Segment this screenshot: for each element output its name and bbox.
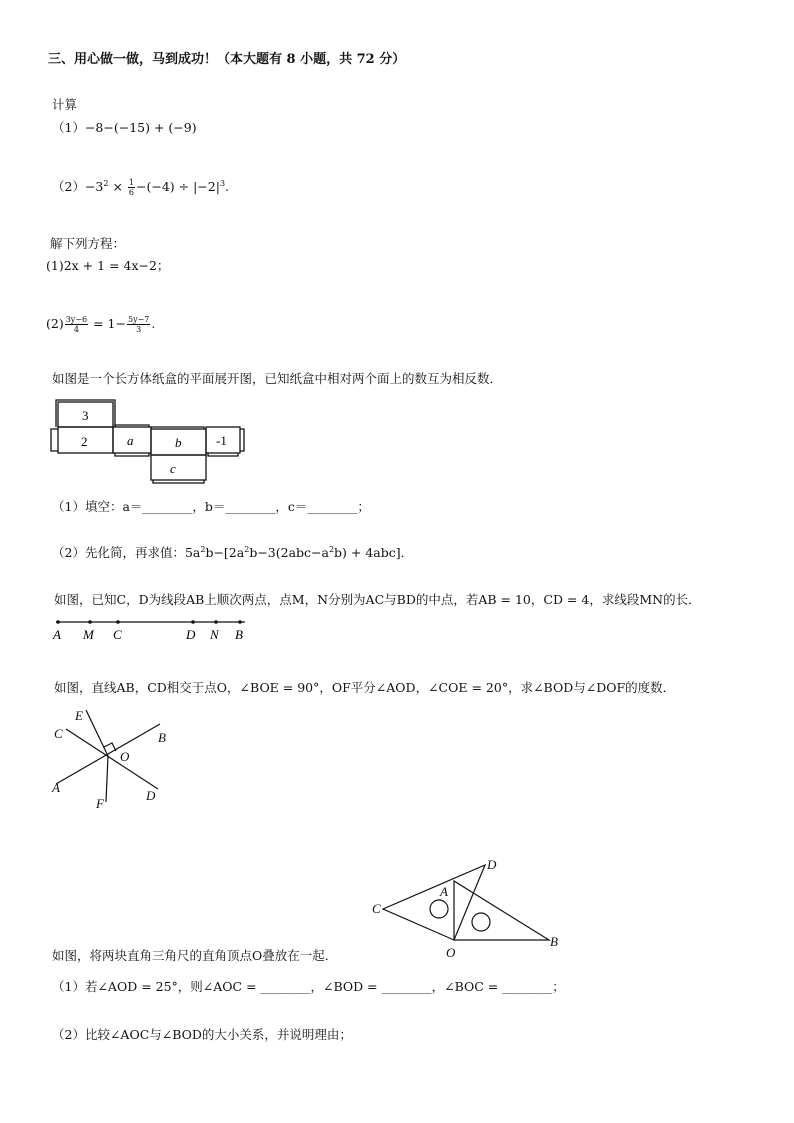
label-A: A — [53, 627, 61, 642]
triangle-COD — [383, 865, 485, 940]
label-B: B — [158, 730, 166, 745]
point-B — [238, 620, 242, 624]
q2-part2: (2) $\frac{3y-6}{4}$ = 1− $\frac{5y-7}{3}$ . — [46, 315, 156, 334]
fraction-right: $\frac{5y-7}{3}$ — [127, 315, 150, 334]
fraction-one-sixth: $\frac{1}{6}$ — [128, 178, 134, 197]
label-E: E — [75, 708, 83, 723]
label-D: D — [186, 627, 196, 642]
q1-heading: 计算 — [52, 97, 78, 112]
label-O: O — [120, 749, 130, 764]
net-label-3: 3 — [82, 408, 89, 423]
label-A: A — [52, 780, 60, 795]
section-title: 三、用心做一做，马到成功！（本大题有 8 小题，共 72 分） — [48, 52, 406, 67]
triangle-AOB — [454, 881, 549, 940]
q2-part1: (1)2x + 1 = 4x−2； — [46, 258, 170, 273]
triangle-hole-right — [472, 913, 490, 931]
segment-diagram — [48, 612, 258, 644]
net-label-2: 2 — [81, 434, 88, 449]
q6-part2: （2）比较∠AOC与∠BOD的大小关系，并说明理由； — [52, 1027, 352, 1042]
net-label-b: b — [175, 435, 182, 450]
q4-text: 如图，已知C，D为线段AB上顺次两点，点M，N分别为AC与BD的中点，若AB = 10，CD = 4，求线段MN的长． — [54, 592, 701, 607]
label-D: D — [487, 857, 497, 872]
q3-part1: （1）填空：a＝________，b＝________，c＝________； — [52, 499, 370, 514]
q3-part2: （2）先化简，再求值：$5a^2b-[2a^2b-3(2abc-a^2b) + 4abc]$． — [52, 544, 414, 560]
net-label-a: a — [127, 433, 134, 448]
point-N — [214, 620, 218, 624]
triangle-hole-left — [430, 900, 448, 918]
q2-heading: 解下列方程： — [50, 236, 126, 251]
net-label-neg1: -1 — [216, 433, 227, 448]
q1-part2: $(2)-3^2$ × $\frac{1}{6}$ $-(-4) \div |-2|^3$. — [52, 178, 230, 197]
fraction-left: $\frac{3y-6}{4}$ — [65, 315, 88, 334]
point-M — [88, 620, 92, 624]
label-B: B — [550, 934, 558, 949]
point-A — [56, 620, 60, 624]
label-C: C — [54, 726, 63, 741]
label-D: D — [146, 788, 156, 803]
label-M: M — [83, 627, 94, 642]
net-label-c: c — [170, 461, 176, 476]
net-face-c — [151, 455, 206, 480]
q6-text: 如图，将两块直角三角尺的直角顶点O叠放在一起． — [52, 948, 338, 963]
point-C — [116, 620, 120, 624]
label-B: B — [235, 627, 243, 642]
intersecting-lines-diagram — [48, 704, 178, 814]
q1-part1: （1）−8−(−15) + (−9) — [52, 120, 197, 135]
q6-part1: （1）若∠AOD = 25°，则∠AOC = ________，∠BOD = ________，∠BOC = ________； — [52, 979, 565, 994]
box-net-diagram — [46, 394, 250, 486]
label-C: C — [372, 901, 381, 916]
q5-text: 如图，直线AB，CD相交于点O，∠BOE = 90°，OF平分∠AOD，∠COE = 20°，求∠BOD与∠DOF的度数． — [54, 680, 676, 695]
label-A: A — [440, 884, 448, 899]
label-F: F — [96, 796, 104, 811]
label-N: N — [210, 627, 219, 642]
point-D — [191, 620, 195, 624]
label-O: O — [446, 945, 456, 960]
q3-intro: 如图是一个长方体纸盒的平面展开图，已知纸盒中相对两个面上的数互为相反数． — [52, 371, 503, 386]
triangles-diagram — [368, 854, 564, 962]
label-C: C — [113, 627, 122, 642]
